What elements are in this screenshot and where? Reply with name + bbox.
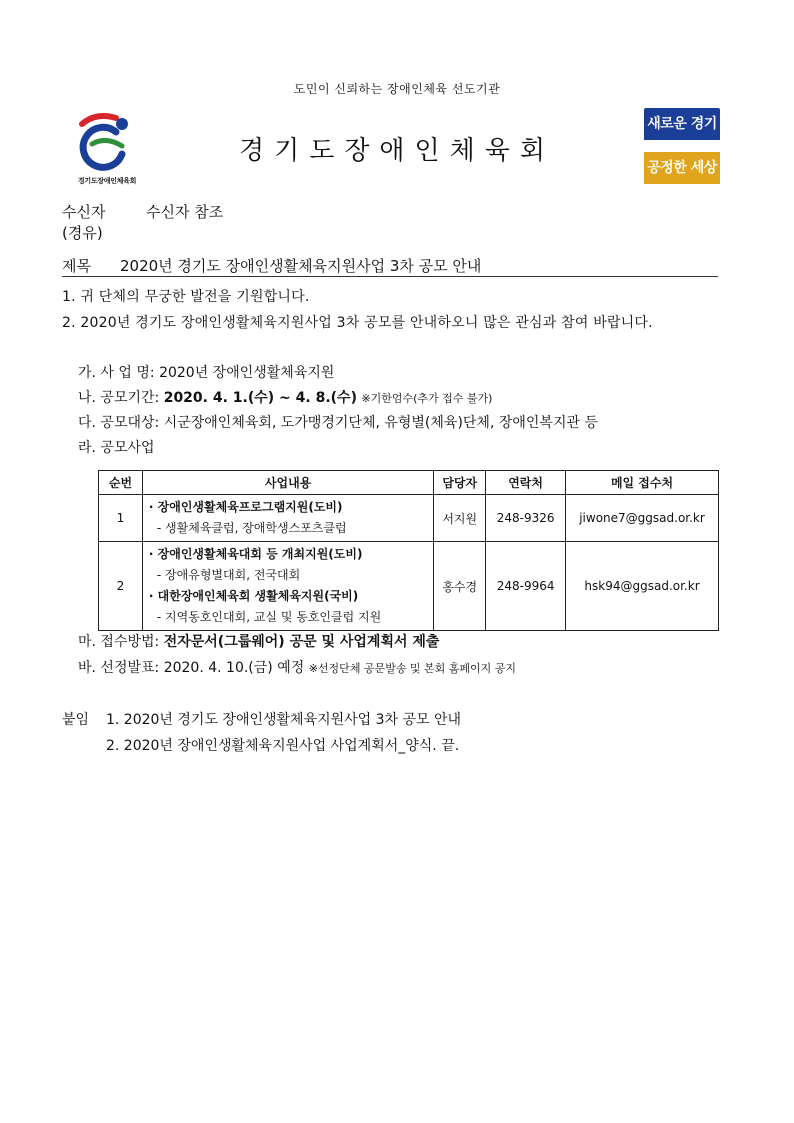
item-ba-value: 2020. 4. 10.(금) 예정 xyxy=(163,660,305,676)
row-email: jiwone7@ggsad.or.kr xyxy=(566,495,719,542)
item-ba xyxy=(78,657,516,677)
row-content xyxy=(142,495,433,542)
content-sub: - 장애유형별대회, 전국대회 xyxy=(156,568,301,582)
table-row xyxy=(99,542,719,631)
item-ga-value: 2020년 장애인생활체육지원 xyxy=(159,365,335,381)
content-main: · 장애인생활체육프로그램지원(도비) xyxy=(148,500,343,514)
paragraph-1: 1. 귀 단체의 무궁한 발전을 기원합니다. xyxy=(62,289,310,305)
item-ga-label: 가. 사 업 명: xyxy=(78,365,155,381)
table-header-row xyxy=(99,471,719,495)
item-na-value: 2020. 4. 1.(수) ~ 4. 8.(수) xyxy=(163,390,357,406)
header-content: 사업내용 xyxy=(142,471,433,495)
subject-value: 2020년 경기도 장애인생활체육지원사업 3차 공모 안내 xyxy=(120,257,482,275)
row-no: 2 xyxy=(99,542,143,631)
header-manager: 담당자 xyxy=(434,471,486,495)
row-no: 1 xyxy=(99,495,143,542)
row-manager: 서지원 xyxy=(434,495,486,542)
item-ma-label: 마. 접수방법: xyxy=(78,634,160,650)
contest-table xyxy=(98,470,719,631)
subject-label: 제목 xyxy=(62,257,91,275)
recipient-line xyxy=(62,202,223,222)
header-email: 메일 접수처 xyxy=(566,471,719,495)
item-ga xyxy=(78,362,334,382)
content-sub: - 생활체육클럽, 장애학생스포츠클럽 xyxy=(156,521,347,535)
logo-caption: 경기도장애인체육회 xyxy=(77,177,137,185)
attachment-line-1 xyxy=(62,709,461,729)
content-main: · 대한장애인체육회 생활체육지원(국비) xyxy=(148,589,359,603)
row-email: hsk94@ggsad.or.kr xyxy=(566,542,719,631)
attachment-label: 붙임 xyxy=(62,712,90,728)
row-phone: 248-9326 xyxy=(486,495,566,542)
slogan-logo-bottom: 공정한 세상 xyxy=(644,152,720,184)
slogan-logo xyxy=(644,108,720,184)
via-label: (경유) xyxy=(62,224,103,242)
recipient-label: 수신자 xyxy=(62,203,106,221)
row-manager: 홍수경 xyxy=(434,542,486,631)
header-phone: 연락처 xyxy=(486,471,566,495)
item-da-label: 다. 공모대상: xyxy=(78,415,160,431)
row-phone: 248-9964 xyxy=(486,542,566,631)
item-da-value: 시군장애인체육회, 도가맹경기단체, 유형별(체육)단체, 장애인복지관 등 xyxy=(163,415,598,431)
item-na-label: 나. 공모기간: xyxy=(78,390,160,406)
item-na xyxy=(78,387,492,407)
item-da xyxy=(78,412,598,432)
content-main: · 장애인생활체육대회 등 개최지원(도비) xyxy=(148,547,363,561)
recipient-value: 수신자 참조 xyxy=(146,203,224,221)
content-sub: - 지역동호인대회, 교실 및 동호인클럽 지원 xyxy=(156,610,382,624)
item-ba-label: 바. 선정발표: xyxy=(78,660,160,676)
slogan: 도민이 신뢰하는 장애인체육 선도기관 xyxy=(293,82,501,96)
table-row xyxy=(99,495,719,542)
row-content xyxy=(142,542,433,631)
subject-line xyxy=(62,255,718,277)
organization-title: 경기도장애인체육회 xyxy=(238,136,556,166)
attachment-item: 1. 2020년 경기도 장애인생활체육지원사업 3차 공모 안내 xyxy=(106,712,462,728)
item-ma xyxy=(78,631,439,651)
item-ba-note: ※선정단체 공문발송 및 본회 홈페이지 공지 xyxy=(308,662,517,675)
slogan-logo-top: 새로운 경기 xyxy=(644,108,720,140)
item-na-note: ※기한엄수(추가 접수 불가) xyxy=(361,392,493,405)
item-ma-value: 전자문서(그룹웨어) 공문 및 사업계획서 제출 xyxy=(163,634,440,650)
attachment-item: 2. 2020년 장애인생활체육지원사업 사업계획서_양식. 끝. xyxy=(106,738,460,754)
header-no: 순번 xyxy=(99,471,143,495)
item-ra: 라. 공모사업 xyxy=(78,440,155,456)
paragraph-2: 2. 2020년 경기도 장애인생활체육지원사업 3차 공모를 안내하오니 많은 관심과 참여 바랍니다. xyxy=(62,315,653,331)
